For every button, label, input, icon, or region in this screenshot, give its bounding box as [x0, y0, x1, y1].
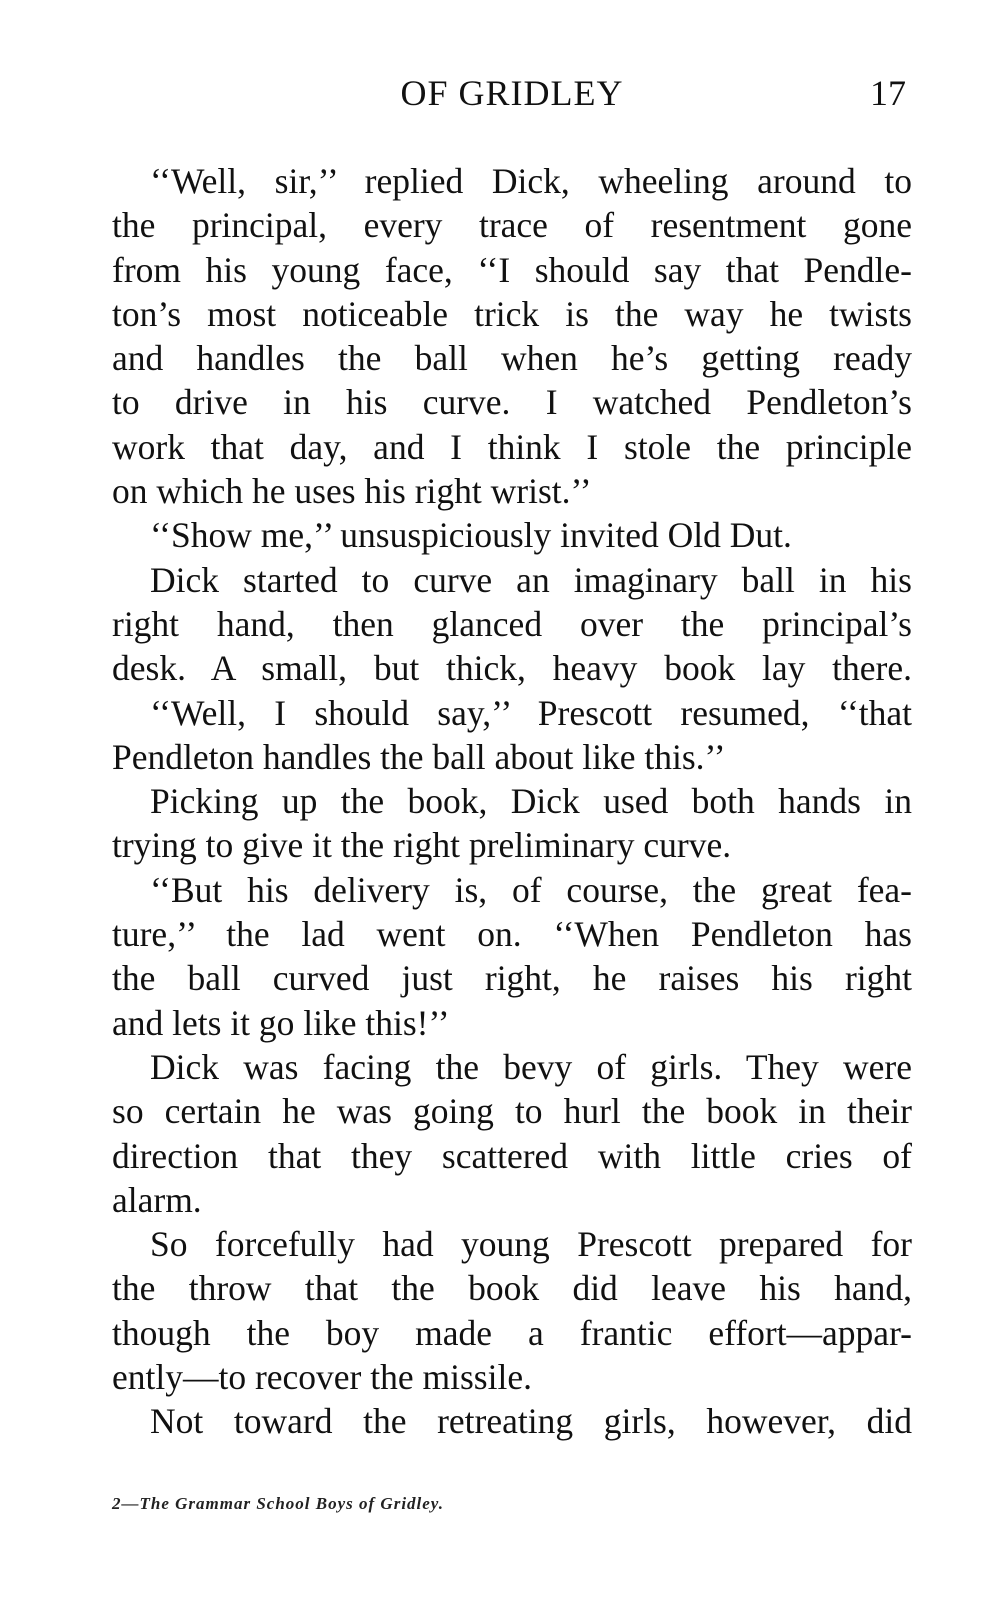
text-line: ‘‘Well, sir,’’ replied Dick, wheeling around to [150, 161, 912, 201]
text-line: ‘‘Show me,’’ unsuspiciously invited Old Dut. [150, 515, 792, 556]
text-line: ently—to recover the missile. [112, 1357, 532, 1398]
running-head [112, 70, 912, 116]
text-line: right hand, then glanced over the principal’s [112, 603, 912, 644]
text-line: ‘‘But his delivery is, of course, the great fea- [150, 869, 912, 910]
body-text [112, 159, 912, 1444]
text-line: alarm. [112, 1179, 202, 1220]
text-line: ture,’’ the lad went on. ‘‘When Pendleton has [112, 914, 912, 955]
text-line: ton’s most noticeable trick is the way he twists [112, 293, 912, 334]
text-line: Pendleton handles the ball about like this.’’ [112, 736, 726, 777]
page-number: 17 [870, 73, 906, 113]
text-line: to drive in his curve. I watched Pendleton’s [112, 382, 912, 423]
text-line: Dick was facing the bevy of girls. They were [150, 1046, 912, 1087]
text-line: from his young face, ‘‘I should say that Pendle- [112, 249, 912, 290]
text-line: the principal, every trace of resentment gone [112, 205, 912, 246]
text-line: So forcefully had young Prescott prepared for [150, 1224, 912, 1265]
signature-mark: 2—The Grammar School Boys of Gridley. [112, 1494, 444, 1513]
text-line: and handles the ball when he’s getting ready [112, 338, 912, 379]
text-line: Picking up the book, Dick used both hands in [150, 781, 912, 822]
text-line: the ball curved just right, he raises his right [112, 958, 912, 999]
text-line: Dick started to curve an imaginary ball in his [150, 559, 912, 600]
text-line: direction that they scattered with little cries of [112, 1135, 912, 1176]
text-line: on which he uses his right wrist.’’ [112, 471, 592, 512]
running-title: OF GRIDLEY [400, 73, 624, 113]
text-line: and lets it go like this!’’ [112, 1002, 450, 1043]
text-line: the throw that the book did leave his hand, [112, 1268, 912, 1309]
text-line: so certain he was going to hurl the book in their [112, 1091, 912, 1132]
text-line: trying to give it the right preliminary curve. [112, 825, 732, 866]
text-line: desk. A small, but thick, heavy book lay there. [112, 648, 912, 689]
text-line: work that day, and I think I stole the principle [112, 426, 912, 467]
text-line: Not toward the retreating girls, however, did [150, 1401, 912, 1442]
text-line: ‘‘Well, I should say,’’ Prescott resumed, ‘‘that [150, 692, 912, 733]
text-line: though the boy made a frantic effort—appar- [112, 1312, 912, 1353]
